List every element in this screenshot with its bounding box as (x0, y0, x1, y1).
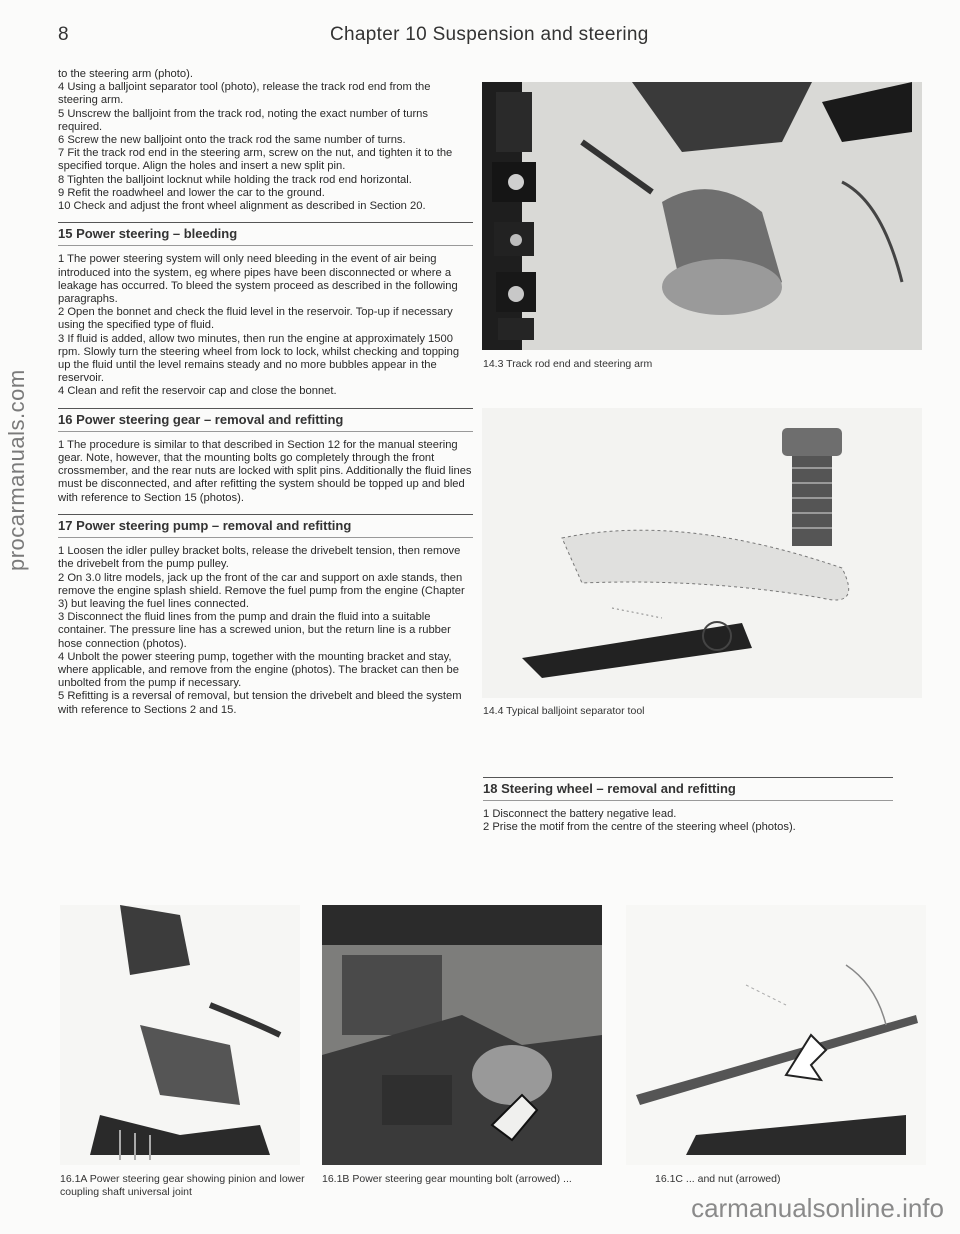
paragraph: 4 Using a balljoint separator tool (photo), release the track rod end from the steering arm. (58, 81, 431, 107)
right-column (483, 768, 893, 835)
paragraph: 2 On 3.0 litre models, jack up the front of the car and support on axle stands, then remove the engine splash shield. Remove the fuel pump from the engine (Chapter 3) but leaving the fuel lines connected. (58, 571, 465, 610)
chapter-title: Chapter 10 Suspension and steering (330, 24, 649, 45)
section-15 (58, 222, 473, 398)
caption-14-3: 14.3 Track rod end and steering arm (483, 358, 653, 370)
paragraph: 4 Unbolt the power steering pump, together with the mounting bracket and stay, where applicable, and remove from the engine (photos). The bracket can then be unbolted from the pump if necessary. (58, 650, 459, 690)
section-18 (483, 777, 893, 835)
watermark-procarmanuals: procarmanuals.com (4, 369, 29, 571)
left-column (58, 68, 473, 717)
paragraph: 5 Unscrew the balljoint from the track rod, noting the exact number of turns required. (58, 107, 428, 133)
paragraph: 10 Check and adjust the front wheel alignment as described in Section 20. (58, 200, 426, 213)
section-heading: 18 Steering wheel – removal and refitting (483, 777, 893, 801)
photo-16-1c (626, 905, 926, 1165)
intro-steps (58, 68, 473, 213)
paragraph: 2 Open the bonnet and check the fluid level in the reservoir. Top-up if necessary using the specified type of fluid. (58, 306, 453, 332)
watermark-carmanualsonline: carmanualsonline.info (691, 1193, 944, 1223)
section-17 (58, 514, 473, 717)
caption-16-1c: 16.1C ... and nut (arrowed) (655, 1173, 781, 1185)
paragraph: to the steering arm (photo). (58, 68, 193, 80)
section-heading: 16 Power steering gear – removal and refitting (58, 408, 473, 432)
page-number: 8 (58, 24, 69, 45)
caption-14-4: 14.4 Typical balljoint separator tool (483, 705, 645, 717)
paragraph: 8 Tighten the balljoint locknut while holding the track rod end horizontal. (58, 173, 412, 186)
paragraph: 2 Prise the motif from the centre of the steering wheel (photos). (483, 821, 796, 834)
paragraph: 3 Disconnect the fluid lines from the pump and drain the fluid into a suitable container. The pressure line has a screwed union, but the return line is a rubber hose connection (photos). (58, 611, 451, 650)
paragraph: 1 The power steering system will only need bleeding in the event of air being introduced into the system, eg where pipes have been disconnected or where a leakage has occurred. To bleed the system proceed as described in the following paragraphs. (58, 253, 458, 306)
caption-16-1b: 16.1B Power steering gear mounting bolt (arrowed) ... (322, 1173, 572, 1185)
paragraph: 1 Disconnect the battery negative lead. (483, 808, 677, 821)
section-16 (58, 408, 473, 505)
paragraph: 1 The procedure is similar to that described in Section 12 for the manual steering gear. Note, however, that the mounting bolts go completely through the front crossmember, and the rear nuts are locked with split pins. Additionally the fluid lines must be disconnected, and after refitting the system should be topped up and bled with reference to Section 15 (photos). (58, 438, 472, 504)
caption-16-1a: 16.1A Power steering gear showing pinion and lower coupling shaft universal joint (60, 1173, 305, 1198)
section-heading: 15 Power steering – bleeding (58, 222, 473, 246)
paragraph: 1 Loosen the idler pulley bracket bolts, release the drivebelt tension, then remove the drivebelt from the pump pulley. (58, 545, 461, 571)
paragraph: 7 Fit the track rod end in the steering arm, screw on the nut, and tighten it to the specified torque. Align the holes and insert a new split pin. (58, 147, 453, 173)
paragraph: 3 If fluid is added, allow two minutes, then run the engine at approximately 1500 rpm. Slowly turn the steering wheel from lock to lock, whilst checking and topping up the fluid until the level remains steady and no more bubbles appear in the reservoir. (58, 332, 460, 385)
photo-16-1b (322, 905, 602, 1165)
photo-track-rod-end (482, 82, 922, 350)
photo-16-1a (60, 905, 300, 1165)
paragraph: 4 Clean and refit the reservoir cap and close the bonnet. (58, 385, 337, 398)
paragraph: 9 Refit the roadwheel and lower the car to the ground. (58, 186, 325, 199)
paragraph: 5 Refitting is a reversal of removal, but tension the drivebelt and bleed the system with reference to Sections 2 and 15. (58, 690, 462, 716)
page-header (48, 24, 928, 48)
photo-balljoint-separator (482, 408, 922, 698)
section-heading: 17 Power steering pump – removal and refitting (58, 514, 473, 538)
paragraph: 6 Screw the new balljoint onto the track rod the same number of turns. (58, 134, 406, 147)
